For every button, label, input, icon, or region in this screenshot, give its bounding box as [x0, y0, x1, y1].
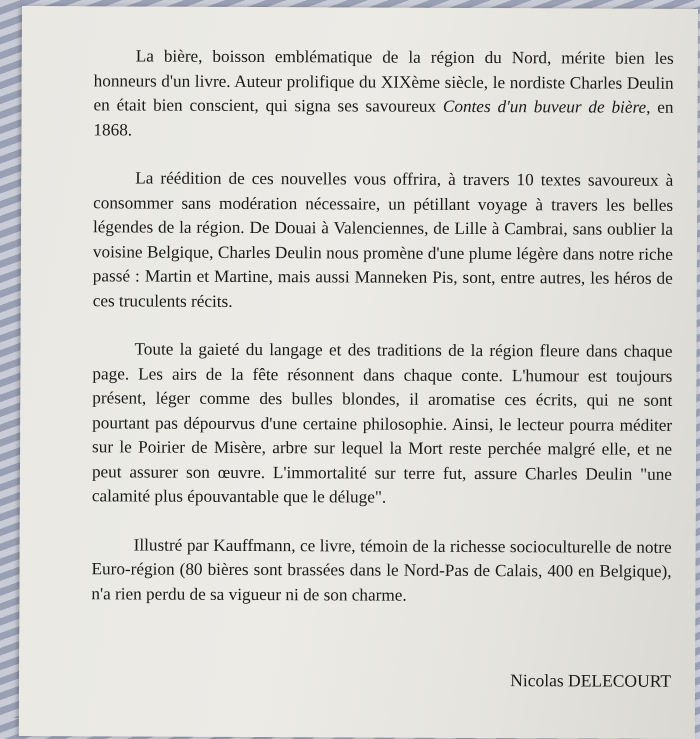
author-signature: Nicolas DELECOURT	[510, 670, 672, 691]
blurb-text	[91, 44, 674, 633]
paragraph-1: La bière, boisson emblématique de la région du Nord, mérite bien les honneurs d'un livre. Auteur prolifique du XIXème siècle, le nordiste Charles Deulin en était bien conscient, qui signa ses savoureux Contes d'un buveur de bière, en 1868.	[93, 46, 674, 139]
book-title: Contes d'un buveur de bière	[442, 96, 647, 117]
paragraph-4: Illustré par Kauffmann, ce livre, témoin de la richesse socioculturelle de notre Euro-région (80 bières sont brassées dans le Nord-Pas de Calais, 400 en Belgique), n'a rien perdu de sa vigueur ni de son charme.	[91, 534, 672, 605]
book-back-cover	[19, 6, 698, 739]
paragraph-3: Toute la gaieté du langage et des traditions de la région fleure dans chaque page. Les airs de la fête résonnent dans chaque conte. L'humour est toujours présent, léger comme des bulles blondes, il aromatise ces écrits, qui ne sont pourtant pas dépourvus d'une certaine philosophie. Ainsi, le lecteur pourra méditer sur le Poirier de Misère, arbre sur lequel la Mort reste perchée malgré elle, et ne peut assurer son œuvre. L'immortalité sur terre fut, assure Charles Deulin "une calamité plus épouvantable que le déluge".	[91, 339, 673, 507]
paragraph-2: La réédition de ces nouvelles vous offrira, à travers 10 textes savoureux à consommer sans modération nécessaire, un pétillant voyage à travers les belles légendes de la région. De Douai à Valenciennes, de Lille à Cambrai, sans oublier la voisine Belgique, Charles Deulin nous promène d'une plume légère dans notre riche passé : Martin et Martine, mais aussi Manneken Pis, sont, entre autres, les héros de ces truculents récits.	[92, 168, 674, 311]
